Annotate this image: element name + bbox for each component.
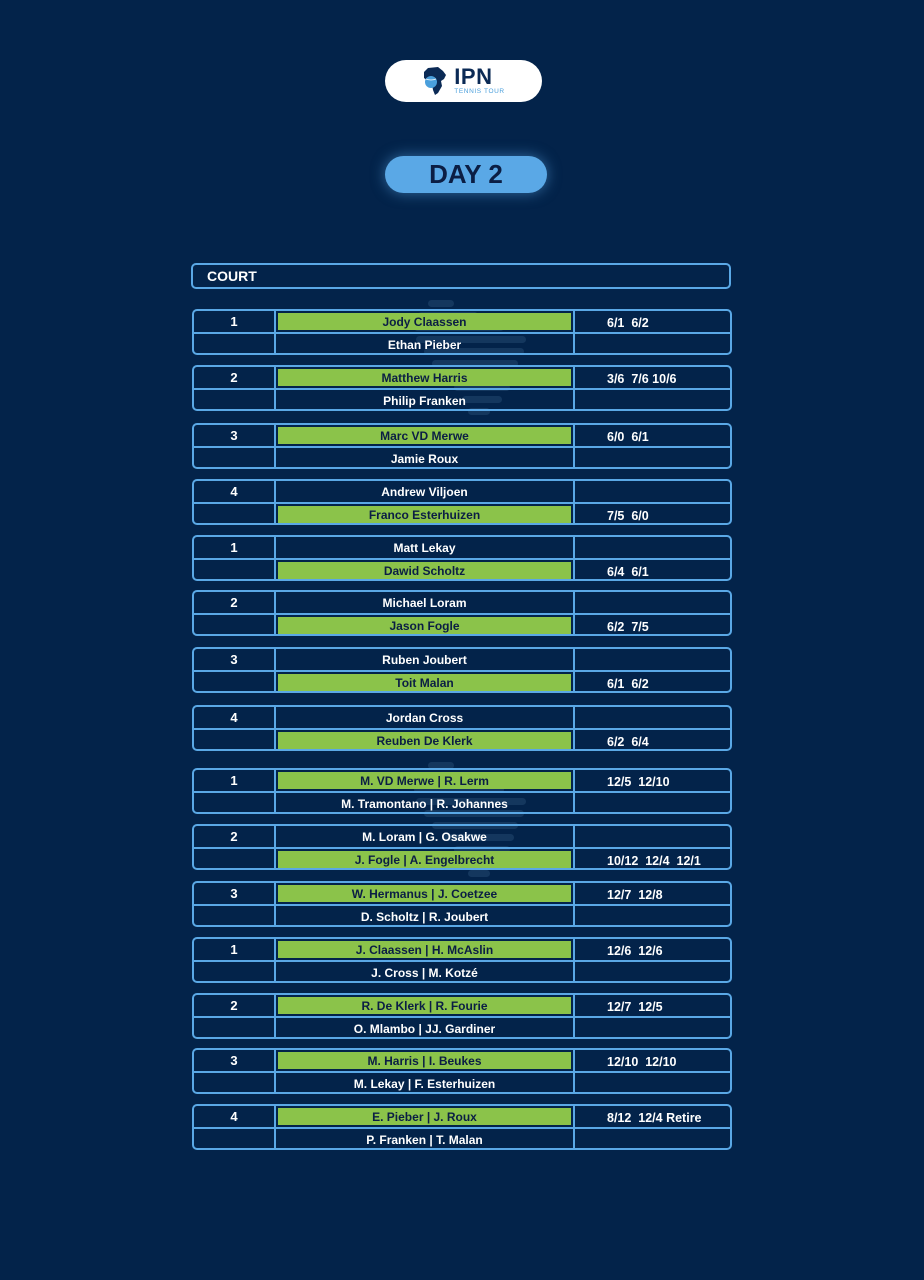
match-row [192,881,732,927]
column-divider [274,425,276,467]
court-number: 4 [230,1109,238,1124]
match-score: 12/7 12/8 [607,887,663,902]
column-divider [274,995,276,1037]
column-divider [573,425,575,467]
match-score: 6/2 7/5 [607,619,649,634]
court-number: 1 [230,942,238,957]
match-row [192,937,732,983]
column-divider [274,826,276,868]
match-row [192,993,732,1039]
column-divider [573,592,575,634]
column-divider [274,770,276,812]
court-number: 2 [230,829,238,844]
match-row [192,705,732,751]
court-number: 3 [230,886,238,901]
player-one: W. Hermanus | J. Coetzee [278,885,571,902]
column-divider [573,1050,575,1092]
match-score: 3/6 7/6 10/6 [607,371,677,386]
match-score: 6/0 6/1 [607,429,649,444]
match-score: 7/5 6/0 [607,508,649,523]
player-one: Andrew Viljoen [381,484,468,499]
court-number: 4 [230,484,238,499]
court-number: 1 [230,540,238,555]
match-score: 12/5 12/10 [607,774,670,789]
column-divider [274,481,276,523]
court-number: 2 [230,998,238,1013]
column-divider [573,939,575,981]
player-two: P. Franken | T. Malan [366,1132,483,1147]
column-divider [573,537,575,579]
player-two: J. Fogle | A. Engelbrecht [278,851,571,868]
player-one: Jody Claassen [278,313,571,330]
logo-brand: IPN [454,64,493,90]
africa-map-icon [422,66,448,96]
match-score: 8/12 12/4 Retire [607,1110,702,1125]
match-score: 12/6 12/6 [607,943,663,958]
column-divider [573,481,575,523]
player-one: E. Pieber | J. Roux [278,1108,571,1125]
player-two: Jason Fogle [278,617,571,634]
column-divider [274,1050,276,1092]
player-one: Michael Loram [382,595,467,610]
logo-tagline: TENNIS TOUR [454,88,505,96]
match-score: 6/4 6/1 [607,564,649,579]
player-one: M. Loram | G. Osakwe [362,829,487,844]
player-one: Matthew Harris [278,369,571,386]
player-two: Jamie Roux [390,451,459,466]
column-divider [573,883,575,925]
column-divider [573,707,575,749]
player-one: J. Claassen | H. McAslin [278,941,571,958]
column-divider [274,367,276,409]
column-divider [274,707,276,749]
player-two: Reuben De Klerk [278,732,571,749]
column-divider [274,311,276,353]
match-row [192,365,732,411]
logo [385,60,542,102]
court-number: 1 [230,773,238,788]
match-score: 6/1 6/2 [607,676,649,691]
day-label: DAY 2 [385,156,547,193]
match-row [192,647,732,693]
player-one: R. De Klerk | R. Fourie [278,997,571,1014]
player-two: Franco Esterhuizen [278,506,571,523]
match-score: 10/12 12/4 12/1 [607,853,701,868]
column-divider [573,826,575,868]
player-one: M. VD Merwe | R. Lerm [278,772,571,789]
match-row [192,824,732,870]
court-number: 2 [230,595,238,610]
player-one: Matt Lekay [393,540,456,555]
match-row [192,479,732,525]
court-number: 3 [230,428,238,443]
court-number: 3 [230,1053,238,1068]
match-row [192,1048,732,1094]
court-number: 4 [230,710,238,725]
column-divider [573,311,575,353]
match-row [192,768,732,814]
player-two: Dawid Scholtz [278,562,571,579]
court-number: 3 [230,652,238,667]
match-row [192,423,732,469]
match-row [192,590,732,636]
column-divider [573,770,575,812]
column-divider [274,537,276,579]
column-divider [274,883,276,925]
column-divider [573,1106,575,1148]
player-two: Toit Malan [278,674,571,691]
column-divider [573,367,575,409]
player-one: Marc VD Merwe [278,427,571,444]
column-divider [274,649,276,691]
match-score: 12/7 12/5 [607,999,663,1014]
court-header: COURT [191,263,731,289]
column-divider [274,939,276,981]
match-row [192,535,732,581]
column-divider [573,995,575,1037]
match-row [192,309,732,355]
player-two: M. Lekay | F. Esterhuizen [353,1076,496,1091]
player-two: O. Mlambo | JJ. Gardiner [353,1021,496,1036]
player-two: Philip Franken [383,393,466,408]
column-divider [274,1106,276,1148]
player-one: M. Harris | I. Beukes [278,1052,571,1069]
column-divider [573,649,575,691]
match-score: 12/10 12/10 [607,1054,677,1069]
match-score: 6/2 6/4 [607,734,649,749]
player-two: D. Scholtz | R. Joubert [360,909,489,924]
match-score: 6/1 6/2 [607,315,649,330]
player-two: M. Tramontano | R. Johannes [341,796,508,811]
column-divider [274,592,276,634]
court-number: 2 [230,370,238,385]
player-one: Jordan Cross [385,710,464,725]
match-row [192,1104,732,1150]
player-one: Ruben Joubert [382,652,467,667]
player-two: J. Cross | M. Kotzé [371,965,478,980]
court-number: 1 [230,314,238,329]
player-two: Ethan Pieber [387,337,462,352]
